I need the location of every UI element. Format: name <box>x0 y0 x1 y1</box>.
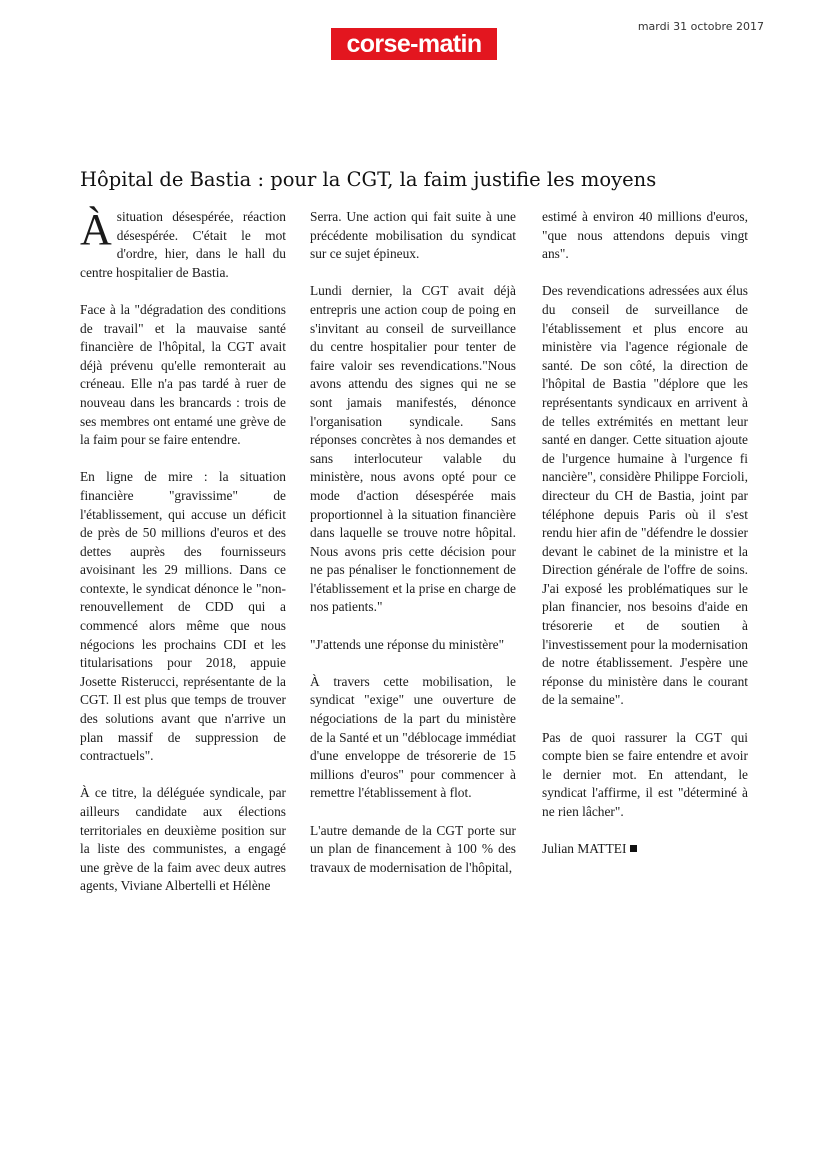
end-of-article-square-icon <box>630 845 637 852</box>
article-column-3 <box>542 208 748 877</box>
author-name: Julian MATTEI <box>542 841 627 857</box>
article-column-2 <box>310 208 516 896</box>
article-paragraph: Lundi dernier, la CGT avait déjà entrepris une action coup de poing en s'invitant au conseil de surveillance du centre hospitalier pour tenter de faire valoir ses revendications."Nous avons attendu des signes qui ne se sont jamais manifestés, dénonce l'organisation syndicale. Sans réponses concrètes à nos demandes et sans interlocuteur valable du ministère, nous avons opté pour ce mode d'action désespérée mais proportionnel à la situation financière dans laquelle se trouve notre hôpital. Nous avons pris cette décision pour ne pas pénaliser le fonctionnement de l'établissement et la prise en charge de nos patients." <box>310 283 516 615</box>
article-paragraph: Face à la "dégradation des conditions de travail" et la mauvaise santé financière de l'hôpital, la CGT avait déjà prévenu qu'elle remonterait au créneau. Elle n'a pas tardé à ruer de nouveau dans les brancards : trois de ses membres ont entamé une grève de la faim pour se faire entendre. <box>80 301 286 448</box>
article-paragraph: En ligne de mire : la situation financière "gravissime" de l'établissement, qui accuse un déficit de près de 50 millions d'euros et des dettes auprès des fournisseurs avoisinant les 29 millions. Dans ce contexte, le syndicat dénonce le "non-renouvellement de CDD qui a commencé alors même que nous négocions les prochains CDI et les titularisations pour 2018, appuie Josette Risterucci, représentante de la CGT. Il est plus que temps de trouver des solutions avant que n'arrive un plan massif de suppression de contractuels". <box>80 469 286 764</box>
article-paragraph: Des revendications adressées aux élus du conseil de surveillance de l'établissement et plus encore au ministère via l'agence régionale de santé. De son côté, la direction de l'hôpital de Bastia "déplore que les représentants syndicaux en arrivent à de telles extrémités en mettant leur santé en danger. Cette situation ajoute de l'urgence humaine à l'urgence fi nancière", considère Philippe Forcioli, directeur du CH de Bastia, joint par téléphone depuis Paris où il s'est rendu hier afin de "défendre le dossier devant le cabinet de la ministre et la Direction générale de l'offre de soins. J'ai exposé les problématiques sur le plan financier, nos besoins d'aide en trésorerie et de soutien à l'investissement pour la modernisation de notre établissement. J'espère une réponse du ministère dans le courant de la semaine". <box>542 283 748 708</box>
article-byline <box>542 840 748 859</box>
publication-date: mardi 31 octobre 2017 <box>637 20 764 33</box>
article-paragraph: Àsituation désespérée, réaction désespérée. C'était le mot d'ordre, hier, dans le hall du centre hospitalier de Bastia. <box>80 205 286 280</box>
article-paragraph: À travers cette mobilisation, le syndicat "exige" une ouverture de négociations de la part du ministère de la Santé et un "déblocage immédiat d'une enveloppe de trésorerie de 15 millions d'euros" pour commencer à remettre l'établissement à flot. <box>310 673 516 801</box>
article-subheading: "J'attends une réponse du ministère" <box>310 636 505 652</box>
newspaper-logo: corse-matin <box>331 28 497 60</box>
drop-cap: À <box>80 205 112 254</box>
article-paragraph: Pas de quoi rassurer la CGT qui compte bien se faire entendre et avoir le dernier mot. En attendant, le syndicat l'affirme, il est "déterminé à ne rien lâcher". <box>542 729 748 819</box>
article-paragraph: estimé à environ 40 millions d'euros, "que nous attendons depuis vingt ans". <box>542 209 748 262</box>
article-title: Hôpital de Bastia : pour la CGT, la faim justifie les moyens <box>80 168 657 191</box>
article-column-1 <box>80 205 286 915</box>
article-paragraph: À ce titre, la déléguée syndicale, par ailleurs candidate aux élections territoriales en deuxième position sur la liste des communistes, a engagé une grève de la faim avec deux autres agents, Viviane Albertelli et Hélène <box>80 785 286 894</box>
article-paragraph: L'autre demande de la CGT porte sur un plan de financement à 100 % des travaux de modernisation de l'hôpital, <box>310 822 516 875</box>
article-paragraph: Serra. Une action qui fait suite à une précédente mobilisation du syndicat sur ce sujet épineux. <box>310 209 516 262</box>
